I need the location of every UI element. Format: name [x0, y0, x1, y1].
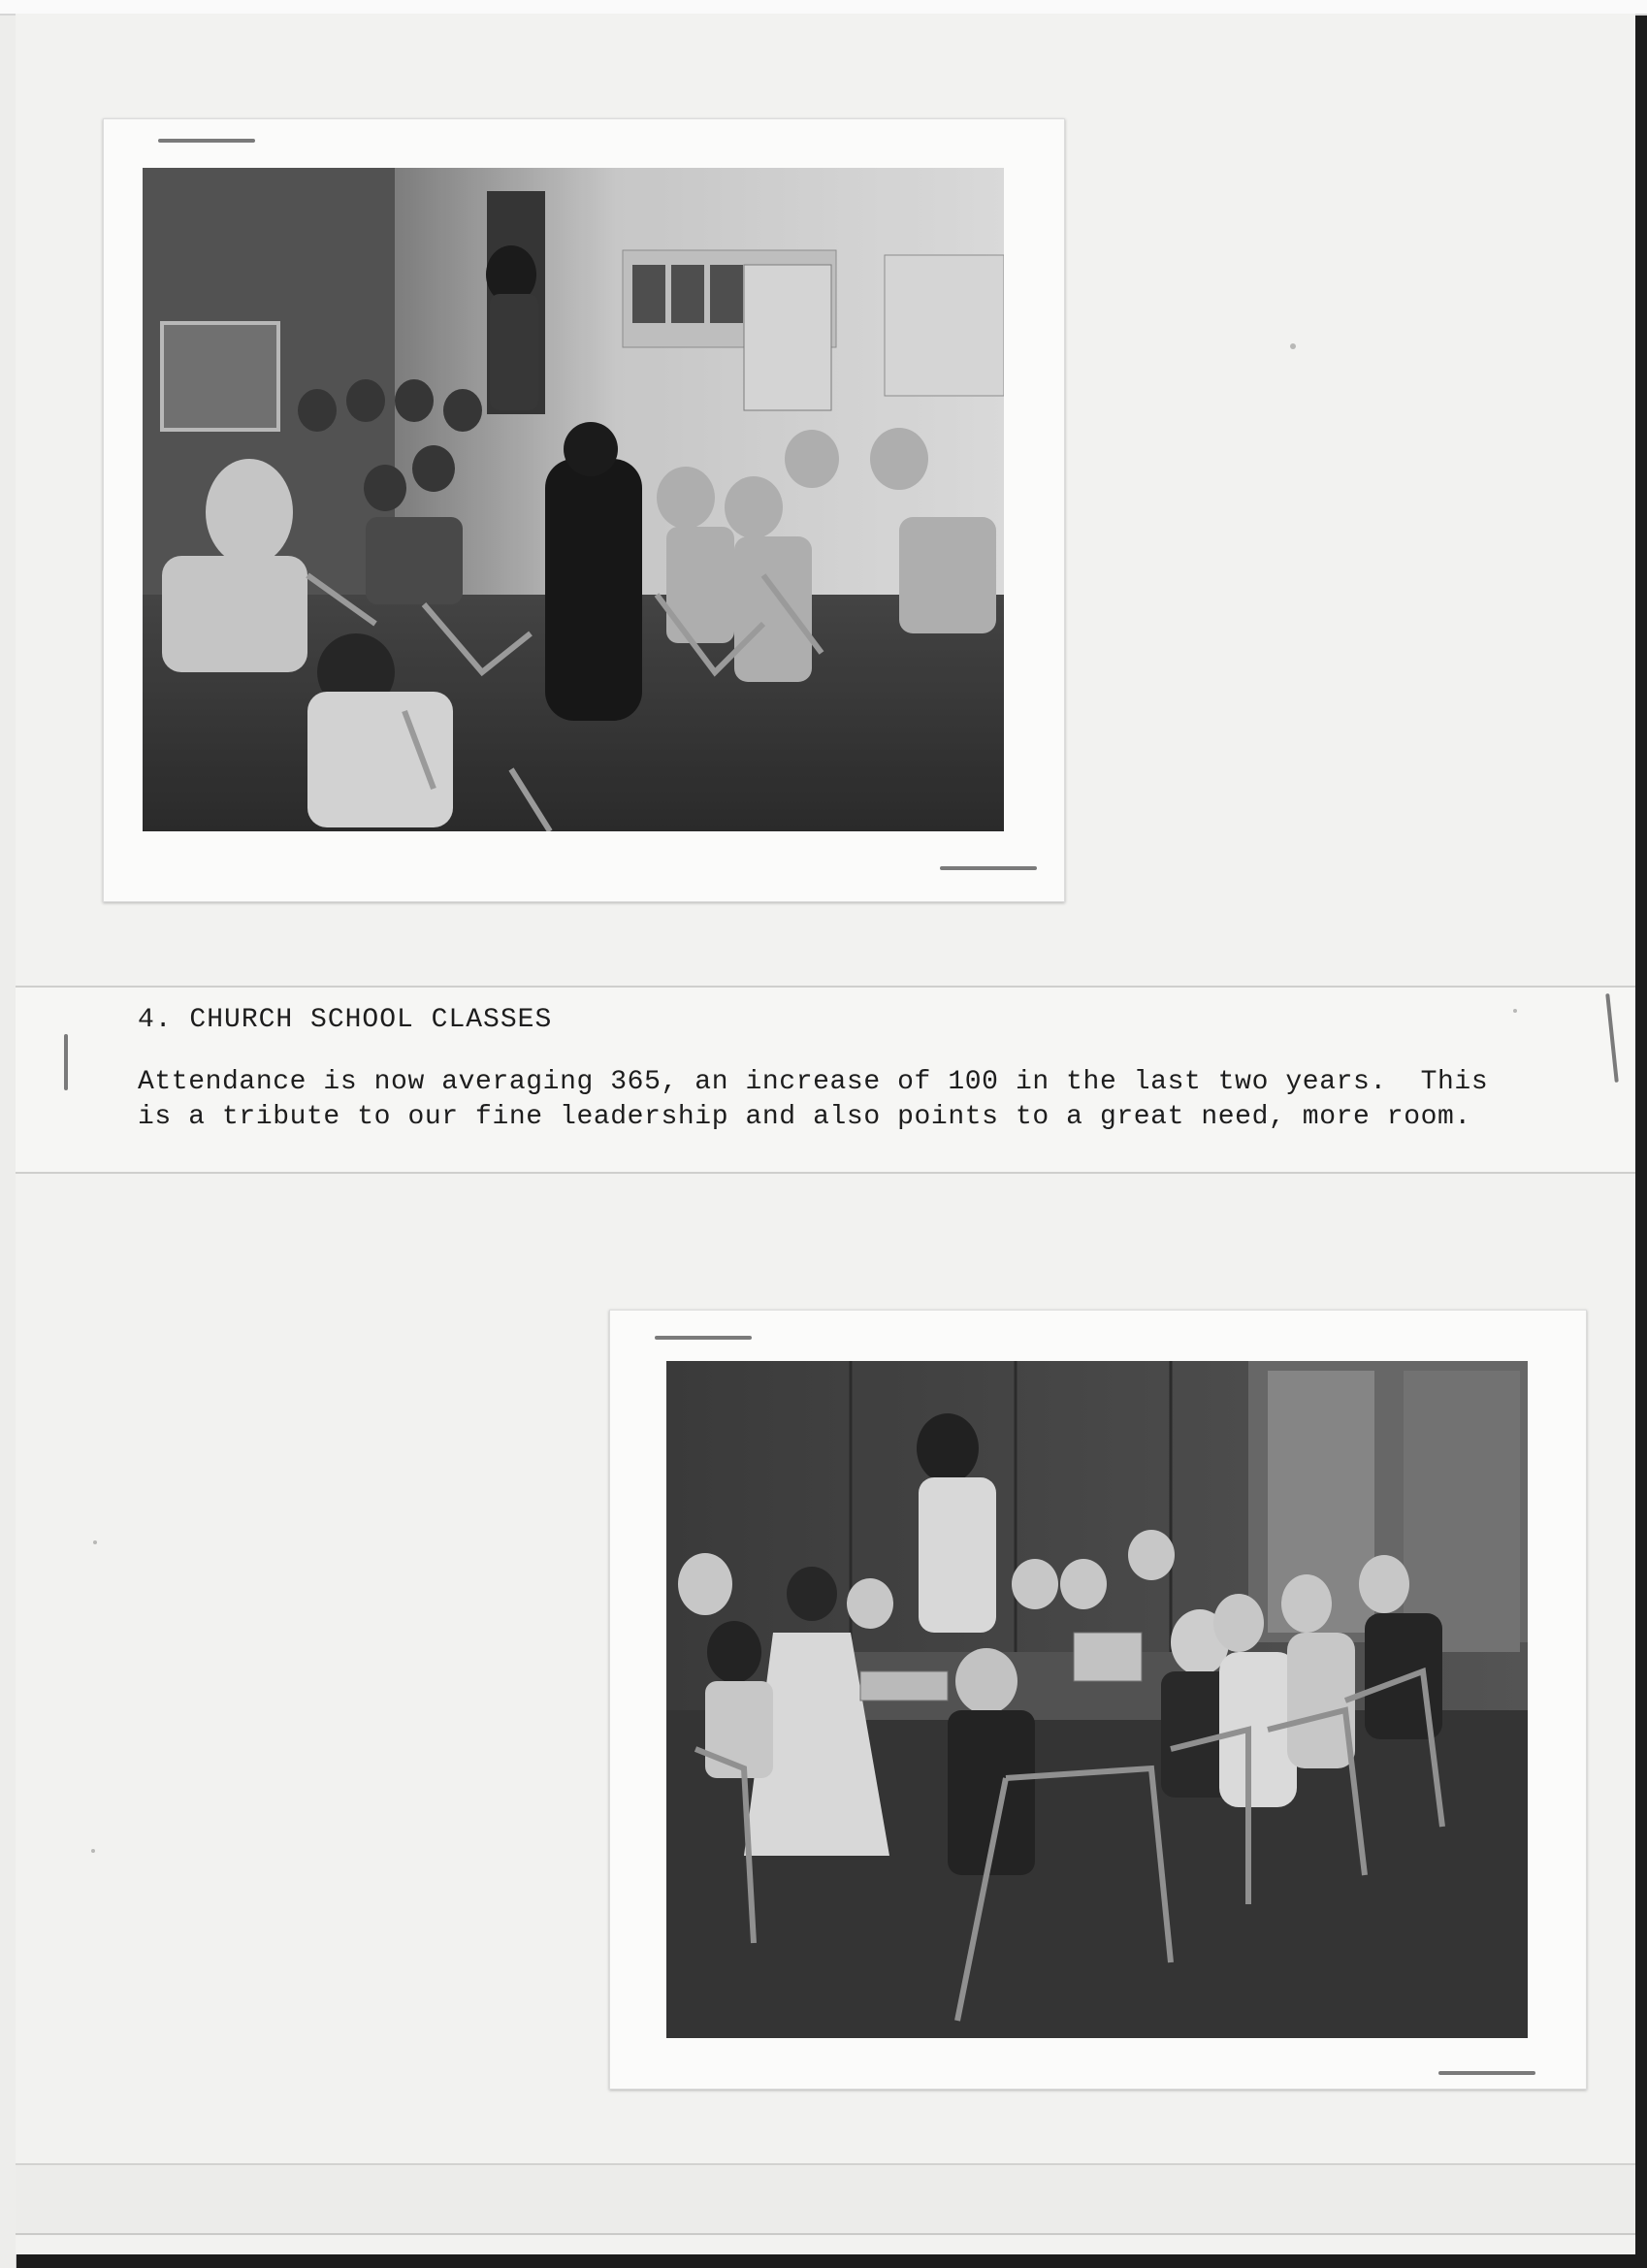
caption-strip	[16, 986, 1635, 1174]
classroom-photo-top	[143, 168, 1004, 831]
photo-mount-top	[103, 118, 1065, 902]
section-body-line: is a tribute to our fine leadership and also points to a great need, more room.	[138, 1102, 1471, 1132]
paper-speck	[1513, 1009, 1517, 1013]
staple	[655, 1336, 752, 1340]
staple	[1438, 2071, 1535, 2075]
section-body	[138, 1065, 1515, 1135]
staple	[1605, 993, 1619, 1083]
page-left-edge	[0, 0, 16, 2268]
classroom-photo-top-image	[143, 168, 1004, 831]
staple	[940, 866, 1037, 870]
section-body-line: Attendance is now averaging 365, an increase of 100 in the last two years. This	[138, 1067, 1489, 1097]
classroom-photo-bottom-image	[666, 1361, 1528, 2038]
photo-mount-bottom	[609, 1310, 1587, 2090]
page-bottom-edge	[16, 2163, 1635, 2235]
paper-speck	[91, 1849, 95, 1853]
section-heading: 4. CHURCH SCHOOL CLASSES	[138, 1005, 553, 1035]
staple	[64, 1034, 68, 1090]
staple	[158, 139, 255, 143]
paper-speck	[1290, 343, 1296, 349]
paper-speck	[93, 1540, 97, 1544]
classroom-photo-bottom	[666, 1361, 1528, 2038]
